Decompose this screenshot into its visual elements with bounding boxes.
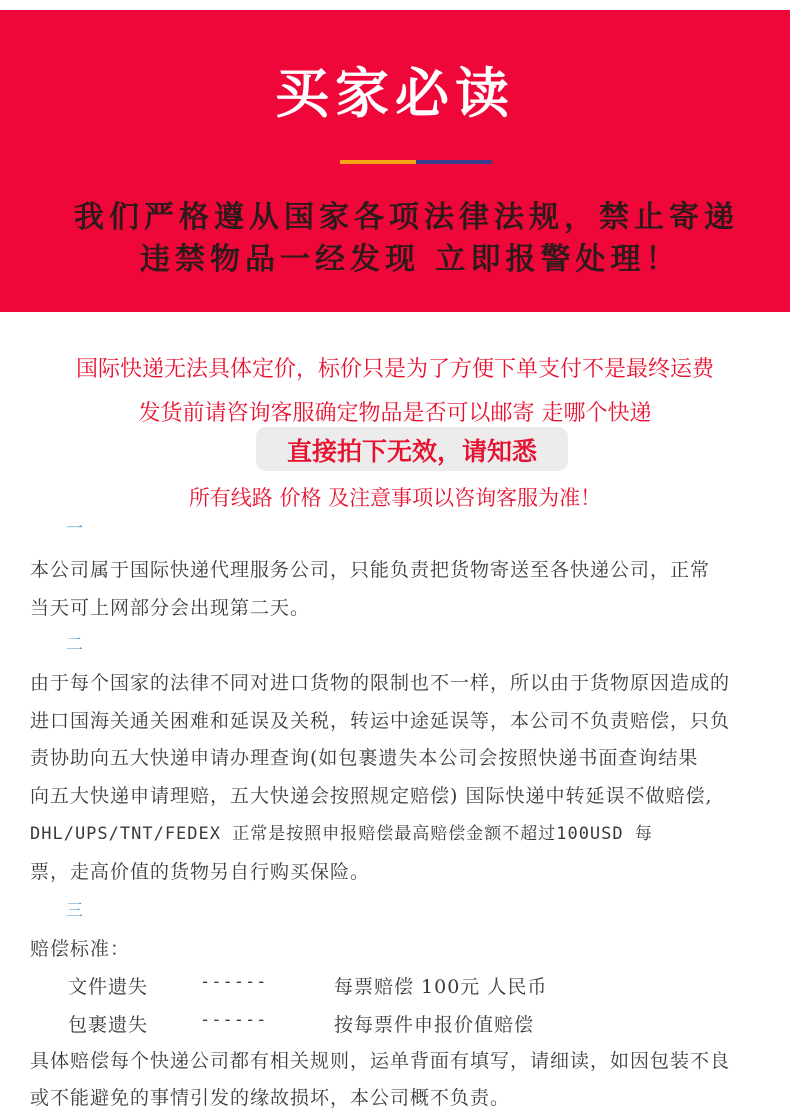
section-3-line: 具体赔偿每个快递公司都有相关规则，运单背面有填写，请细读，如因包装不良 [30,1050,731,1072]
pricing-notice: 国际快递无法具体定价，标价只是为了方便下单支付不是最终运费 [75,357,714,382]
section-1-line: 本公司属于国际快递代理服务公司，只能负责把货物寄送至各快递公司，正常 [30,559,711,581]
section-2-line: 票，走高价值的货物另自行购买保险。 [30,861,371,883]
compensation-item: 文件遗失 [68,976,149,998]
header-banner [0,10,790,312]
section-2-line: 由于每个国家的法律不同对进口货物的限制也不一样，所以由于货物原因造成的 [30,672,731,694]
compensation-dash: ------ [200,1010,268,1030]
compensation-item: 包裹遗失 [68,1014,149,1036]
consult-notice: 发货前请咨询客服确定物品是否可以邮寄 走哪个快递 [138,401,652,426]
section-2-line: 责协助向五大快递申请办理查询(如包裹遗失本公司会按照快递书面查询结果 [30,747,699,769]
warning-line-2: 违禁物品一经发现 立即报警处理！ [140,242,681,277]
section-marker-1: 一 [66,519,83,539]
section-marker-3: 三 [66,901,83,921]
routes-notice: 所有线路 价格 及注意事项以咨询客服为准！ [188,486,602,510]
section-1-line: 当天可上网部分会出现第二天。 [30,597,311,619]
title-underline-right [416,160,492,164]
compensation-rule: 按每票件申报价值赔偿 [334,1014,535,1036]
section-marker-2: 二 [66,635,83,655]
title-underline-left [340,160,416,164]
highlight-text: 直接拍下无效，请知悉 [286,437,537,466]
warning-line-1: 我们严格遵从国家各项法律法规，禁止寄递 [74,200,739,235]
section-2-line: DHL/UPS/TNT/FEDEX 正常是按照申报赔偿最高赔偿金额不超过100USD 每 [30,824,653,844]
compensation-rule: 每票赔偿 100元 人民币 [334,976,548,998]
banner-title: 买家必读 [275,62,515,125]
section-3-line: 或不能避免的事情引发的缘故损坏，本公司概不负责。 [30,1087,511,1109]
section-2-line: 进口国海关通关困难和延误及关税，转运中途延误等，本公司不负责赔偿，只负 [30,710,731,732]
compensation-heading: 赔偿标准： [30,938,131,960]
section-2-line: 向五大快递申请理赔，五大快递会按照规定赔偿) 国际快递中转延误不做赔偿, [30,785,713,807]
compensation-dash: ------ [200,972,268,992]
